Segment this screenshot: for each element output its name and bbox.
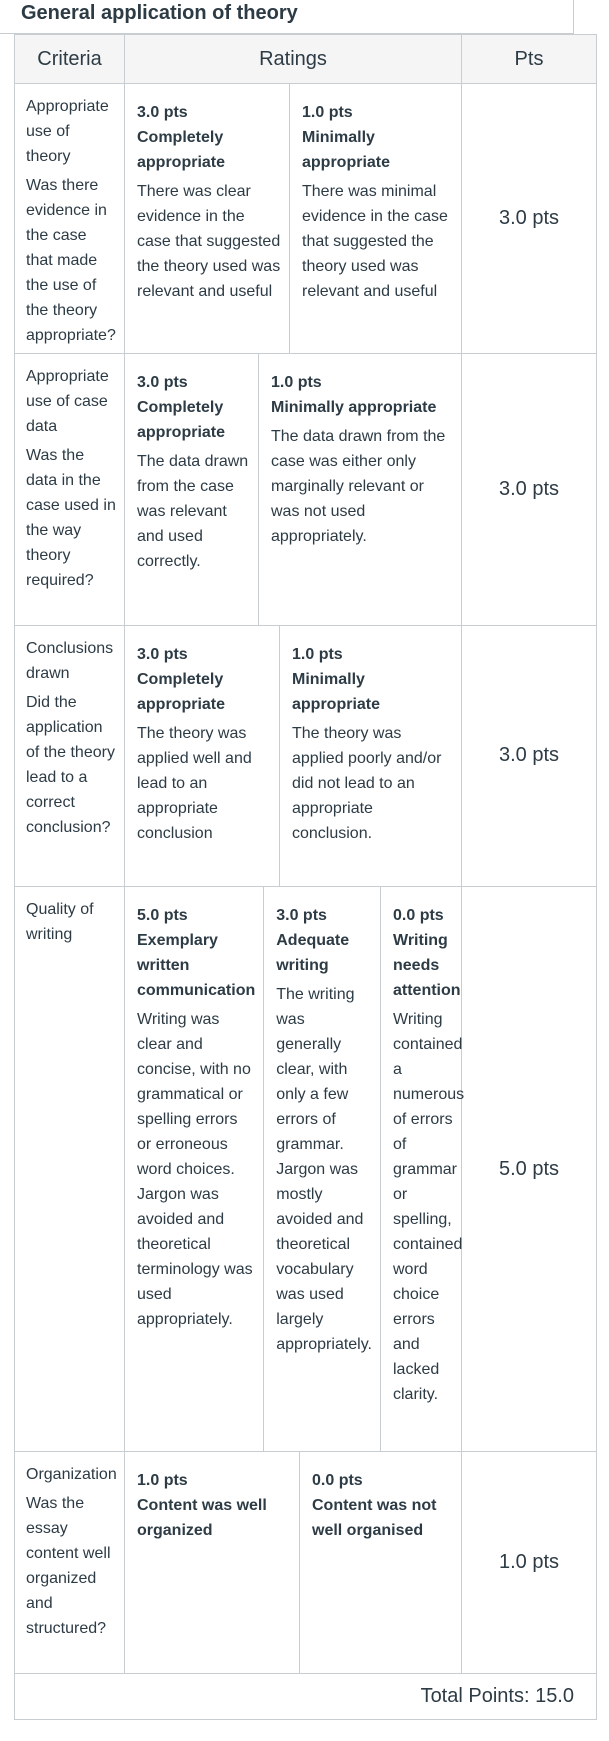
criterion-points: 3.0 pts bbox=[462, 353, 597, 626]
criterion-row bbox=[15, 84, 597, 354]
criterion-description: Was the essay content well organized and structured? bbox=[26, 1495, 111, 1638]
rating-points: 1.0 pts bbox=[292, 646, 343, 664]
rating-description: There was clear evidence in the case that suggested the theory used was relevant and useful bbox=[137, 183, 281, 300]
rating-option[interactable] bbox=[380, 887, 472, 1452]
rating-option[interactable] bbox=[263, 887, 380, 1452]
rubric-title: General application of theory bbox=[21, 2, 298, 24]
ratings-header: Ratings bbox=[125, 35, 462, 84]
criterion-row bbox=[15, 353, 597, 626]
rating-points: 1.0 pts bbox=[302, 104, 353, 121]
rating-title: Exemplary written communication bbox=[137, 931, 256, 999]
criterion-cell bbox=[15, 1452, 125, 1674]
rating-points: 0.0 pts bbox=[312, 1472, 363, 1490]
criterion-points: 3.0 pts bbox=[462, 626, 597, 886]
rating-title: Minimally appropriate bbox=[292, 671, 381, 714]
rating-title: Completely appropriate bbox=[137, 129, 226, 171]
criterion-row bbox=[15, 886, 597, 1452]
rating-description: The data drawn from the case was relevant and used correctly. bbox=[137, 452, 249, 570]
rating-description: There was minimal evidence in the case that suggested the theory used was relevant and useful bbox=[302, 183, 448, 300]
criterion-title: Conclusions drawn bbox=[26, 640, 114, 683]
rating-points: 1.0 pts bbox=[137, 1472, 188, 1490]
rating-title: Minimally appropriate bbox=[271, 398, 437, 416]
criteria-header: Criteria bbox=[15, 35, 125, 84]
criterion-title: Appropriate use of theory bbox=[26, 98, 109, 165]
criterion-title: Appropriate use of case data bbox=[26, 367, 109, 435]
criterion-points: 3.0 pts bbox=[462, 84, 597, 354]
rating-points: 3.0 pts bbox=[276, 906, 327, 924]
rating-option[interactable] bbox=[125, 626, 279, 885]
rating-title: Adequate writing bbox=[276, 931, 350, 974]
rating-option[interactable] bbox=[125, 84, 289, 353]
criterion-description: Did the application of the theory lead to a correct conclusion? bbox=[26, 694, 115, 837]
ratings-cell bbox=[125, 353, 462, 626]
criterion-points: 1.0 pts bbox=[462, 1452, 597, 1674]
rating-description: The theory was applied well and lead to an appropriate conclusion bbox=[137, 725, 252, 843]
ratings-cell bbox=[125, 1452, 462, 1674]
rating-points: 0.0 pts bbox=[393, 906, 444, 924]
criterion-points: 5.0 pts bbox=[462, 886, 597, 1452]
total-points: Total Points: 15.0 bbox=[15, 1674, 597, 1720]
ratings-cell bbox=[125, 886, 465, 1452]
rating-description: The data drawn from the case was either only marginally relevant or was not used appropriately. bbox=[271, 427, 446, 545]
rating-option[interactable] bbox=[258, 354, 461, 626]
ratings-cell bbox=[125, 626, 462, 886]
rating-option[interactable] bbox=[299, 1452, 461, 1673]
rating-points: 3.0 pts bbox=[137, 104, 188, 121]
criterion-description: Was there evidence in the case that made the use of the theory appropriate? bbox=[26, 177, 116, 344]
rating-description: Writing contained a numerous of errors of grammar or spelling, contained word choice errors and lacked clarity. bbox=[393, 1010, 465, 1403]
ratings-cell bbox=[125, 84, 462, 354]
rating-option[interactable] bbox=[125, 1452, 299, 1673]
rating-title: Content was not well organised bbox=[312, 1497, 437, 1540]
rubric-title-bar bbox=[0, 0, 574, 34]
criterion-title: Organization bbox=[26, 1466, 117, 1484]
criterion-row bbox=[15, 626, 597, 886]
rating-title: Content was well organized bbox=[137, 1497, 267, 1540]
rating-title: Completely appropriate bbox=[137, 671, 226, 714]
criterion-description: Was the data in the case used in the way theory required? bbox=[26, 446, 116, 589]
rating-option[interactable] bbox=[125, 354, 258, 626]
criterion-cell bbox=[15, 84, 125, 354]
rating-option[interactable] bbox=[279, 626, 461, 885]
rating-description: The theory was applied poorly and/or did not lead to an appropriate conclusion. bbox=[292, 725, 442, 843]
rating-points: 1.0 pts bbox=[271, 373, 322, 391]
rating-title: Minimally appropriate bbox=[302, 129, 391, 171]
rating-description: The writing was generally clear, with only a few errors of grammar. Jargon was mostly avoided and theoretical vocabulary was used largely appropriately. bbox=[276, 985, 372, 1353]
criterion-title: Quality of writing bbox=[26, 900, 94, 943]
rating-points: 5.0 pts bbox=[137, 906, 188, 924]
criterion-cell bbox=[15, 353, 125, 626]
rating-points: 3.0 pts bbox=[137, 646, 188, 664]
rating-title: Completely appropriate bbox=[137, 398, 226, 441]
rating-option[interactable] bbox=[125, 887, 263, 1452]
rubric-table bbox=[14, 34, 597, 1720]
criterion-cell bbox=[15, 886, 125, 1452]
criterion-row bbox=[15, 1452, 597, 1674]
rating-option[interactable] bbox=[289, 84, 461, 353]
rating-description: Writing was clear and concise, with no grammatical or spelling errors or erroneous word choices. Jargon was avoided and theoretical terminology was used appropriately. bbox=[137, 1010, 253, 1328]
rubric-header-row bbox=[15, 35, 597, 84]
criterion-cell bbox=[15, 626, 125, 886]
total-row bbox=[15, 1674, 597, 1720]
rating-title: Writing needs attention bbox=[393, 931, 461, 999]
rating-points: 3.0 pts bbox=[137, 373, 188, 391]
pts-header: Pts bbox=[462, 35, 597, 84]
